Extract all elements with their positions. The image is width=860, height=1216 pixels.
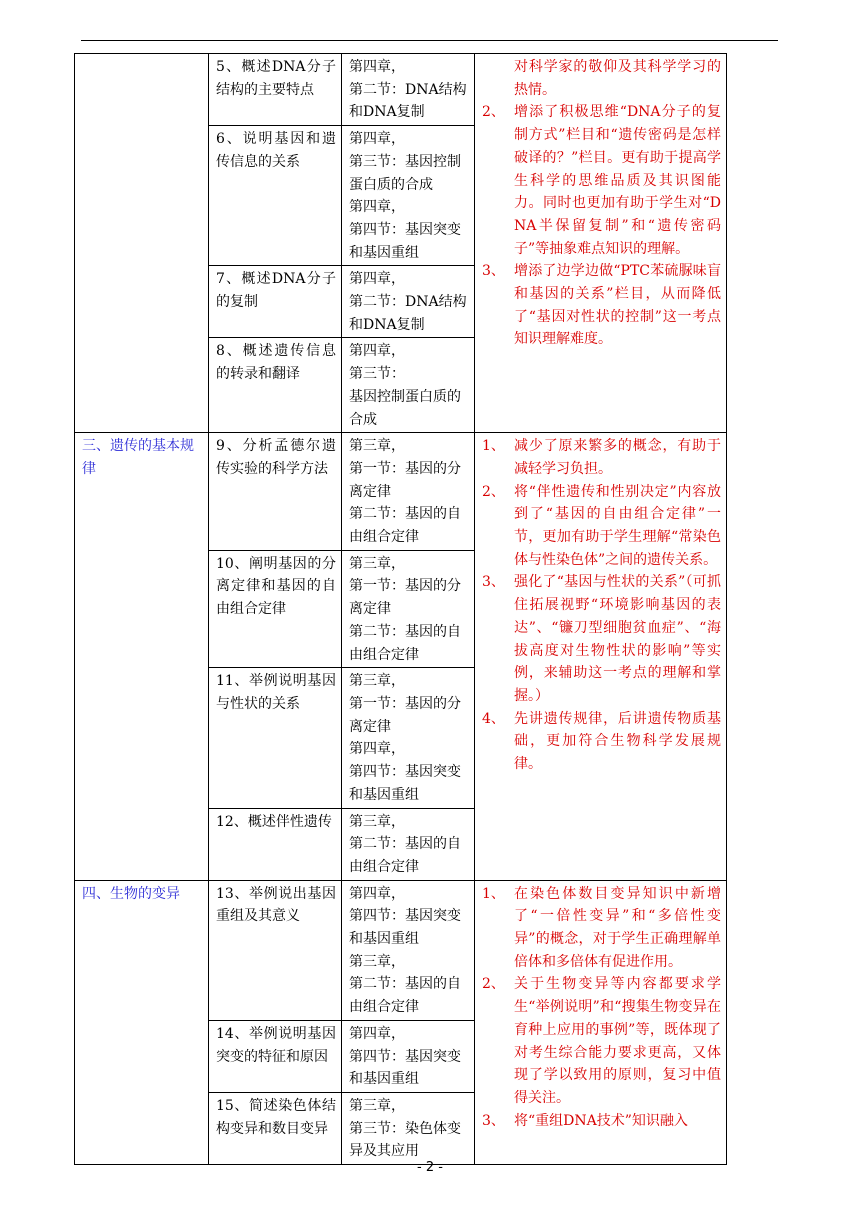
objective-cell: 13、举例说出基因重组及其意义	[209, 880, 342, 1020]
note-item	[482, 883, 721, 974]
chapter-cell	[342, 1092, 475, 1164]
chapter-line: 第三节：	[349, 366, 405, 383]
note-text: 先讲遗传规律，后讲遗传物质基础，更加符合生物科学发展规律。	[514, 710, 721, 773]
chapter-line: 第四章，	[349, 1025, 405, 1042]
chapter-line: 第四章，	[349, 343, 405, 360]
chapter-line: 第四章，	[349, 741, 405, 758]
note-number: 2、	[482, 483, 505, 500]
chapter-cell	[342, 54, 475, 126]
chapter-line: 第二节：DNA结构和DNA复制	[349, 294, 467, 333]
note-text: 将“伴性遗传和性别决定”内容放到了“基因的自由组合定律”一节，更加有助于学生理解“常染色体与性染色体”之间的遗传关系。	[514, 483, 721, 568]
page-number: - 2 -	[417, 1160, 443, 1175]
note-number: 2、	[482, 976, 505, 993]
note-number: 1、	[482, 438, 505, 455]
note-number: 3、	[482, 574, 505, 591]
note-item	[482, 973, 721, 1109]
note-text: 对科学家的敬仰及其科学学习的热情。	[514, 59, 721, 98]
section-title: 三、遗传的基本规律	[75, 433, 209, 880]
notes-cell	[475, 433, 727, 880]
note-number: 4、	[482, 710, 505, 727]
chapter-cell	[342, 668, 475, 808]
objective-cell: 5、概述DNA分子结构的主要特点	[209, 54, 342, 126]
note-number: 3、	[482, 263, 505, 280]
chapter-line: 第三节：基因控制蛋白质的合成	[349, 153, 461, 193]
chapter-line: 第四章，	[349, 271, 405, 288]
chapter-line: 第一节：基因的分离定律	[349, 460, 461, 500]
chapter-line: 第三章，	[349, 1097, 405, 1114]
table-row	[75, 433, 727, 551]
objective-cell: 8、概述遗传信息的转录和翻译	[209, 338, 342, 433]
section-title: 四、生物的变异	[75, 880, 209, 1164]
curriculum-table	[74, 53, 727, 1165]
chapter-cell	[342, 338, 475, 433]
chapter-line: 第二节：基因的自由组合定律	[349, 976, 461, 1016]
chapter-line: 基因控制蛋白质的合成	[349, 388, 461, 428]
chapter-line: 第二节：基因的自由组合定律	[349, 623, 461, 663]
notes-cell	[475, 880, 727, 1164]
note-text: 强化了“基因与性状的关系”（可抓住拓展视野“环境影响基因的表达”、“镰刀型细胞贫血症”、“海拔高度对生物性状的影响”等实例，来辅助这一考点的理解和掌握。）	[514, 574, 721, 704]
chapter-line: 第二节：基因的自由组合定律	[349, 506, 461, 546]
notes-list	[482, 56, 721, 351]
chapter-line: 第四节：基因突变和基因重组	[349, 764, 461, 803]
chapter-cell	[342, 266, 475, 338]
note-text: 增添了边学边做“PTC苯硫脲味盲和基因的关系”栏目，从而降低了“基因对性状的控制”这一考点知识理解难度。	[514, 263, 721, 348]
chapter-line: 第二节：基因的自由组合定律	[349, 836, 461, 875]
note-item	[482, 260, 721, 351]
section-title	[75, 54, 209, 433]
objective-cell: 10、阐明基因的分离定律和基因的自由组合定律	[209, 550, 342, 668]
chapter-line: 第三章，	[349, 813, 405, 830]
chapter-line: 第四节：基因突变和基因重组	[349, 908, 461, 948]
notes-cell	[475, 54, 727, 433]
objective-cell: 15、简述染色体结构变异和数目变异	[209, 1092, 342, 1164]
chapter-cell	[342, 550, 475, 668]
chapter-cell	[342, 126, 475, 266]
note-text: 将“重组DNA技术”知识融入	[514, 1112, 688, 1129]
chapter-cell	[342, 1020, 475, 1092]
note-item	[482, 101, 721, 260]
note-item	[482, 708, 721, 776]
objective-cell: 6、说明基因和遗传信息的关系	[209, 126, 342, 266]
chapter-line: 第三章，	[349, 438, 405, 455]
note-text: 增添了积极思维“DNA分子的复制方式”栏目和“遗传密码是怎样破译的？”栏目。更有助于提高学生科学的思维品质及其识图能力。同时也更加有助于学生对“DNA半保留复制”和“遗传密码子”等抽象难点知识的理解。	[514, 104, 721, 257]
chapter-line: 第一节：基因的分离定律	[349, 695, 461, 735]
note-text: 在染色体数目变异知识中新增了“一倍性变异”和“多倍性变异”的概念，对于学生正确理解单倍体和多倍体有促进作用。	[514, 885, 721, 970]
header-rule	[81, 40, 778, 41]
chapter-cell	[342, 808, 475, 880]
note-number: 1、	[482, 885, 505, 902]
table-row	[75, 54, 727, 126]
chapter-line: 第三章，	[349, 953, 405, 970]
note-item	[482, 481, 721, 572]
note-text: 关于生物变异等内容都要求学生“举例说明”和“搜集生物变异在育种上应用的事例”等，既体现了对考生综合能力要求更高，又体现了学以致用的原则，复习中值得关注。	[514, 976, 721, 1106]
chapter-line: 第四节：基因突变和基因重组	[349, 221, 461, 261]
chapter-line: 第四节：基因突变和基因重组	[349, 1048, 461, 1088]
chapter-line: 第二节：DNA结构和DNA复制	[349, 81, 467, 121]
chapter-cell	[342, 433, 475, 551]
objective-cell: 12、概述伴性遗传	[209, 808, 342, 880]
note-item	[482, 571, 721, 707]
chapter-line: 第三节：染色体变异及其应用	[349, 1120, 461, 1160]
chapter-line: 第三章，	[349, 555, 405, 572]
notes-list	[482, 883, 721, 1133]
note-item	[482, 1110, 721, 1133]
table-row	[75, 880, 727, 1020]
objective-cell: 14、举例说明基因突变的特征和原因	[209, 1020, 342, 1092]
note-item	[482, 435, 721, 480]
objective-cell: 7、概述DNA分子的复制	[209, 266, 342, 338]
chapter-line: 第三章，	[349, 673, 405, 690]
note-number: 3、	[482, 1112, 505, 1129]
note-item	[482, 56, 721, 101]
notes-list	[482, 435, 721, 776]
note-text: 减少了原来繁多的概念，有助于减轻学习负担。	[514, 438, 721, 477]
chapter-cell	[342, 880, 475, 1020]
note-number: 2、	[482, 104, 505, 121]
objective-cell: 11、举例说明基因与性状的关系	[209, 668, 342, 808]
chapter-line: 第四章，	[349, 885, 405, 902]
chapter-line: 第四章，	[349, 59, 405, 75]
chapter-line: 第四章，	[349, 199, 405, 216]
objective-cell: 9、分析孟德尔遗传实验的科学方法	[209, 433, 342, 551]
chapter-line: 第一节：基因的分离定律	[349, 578, 461, 618]
chapter-line: 第四章，	[349, 131, 405, 148]
